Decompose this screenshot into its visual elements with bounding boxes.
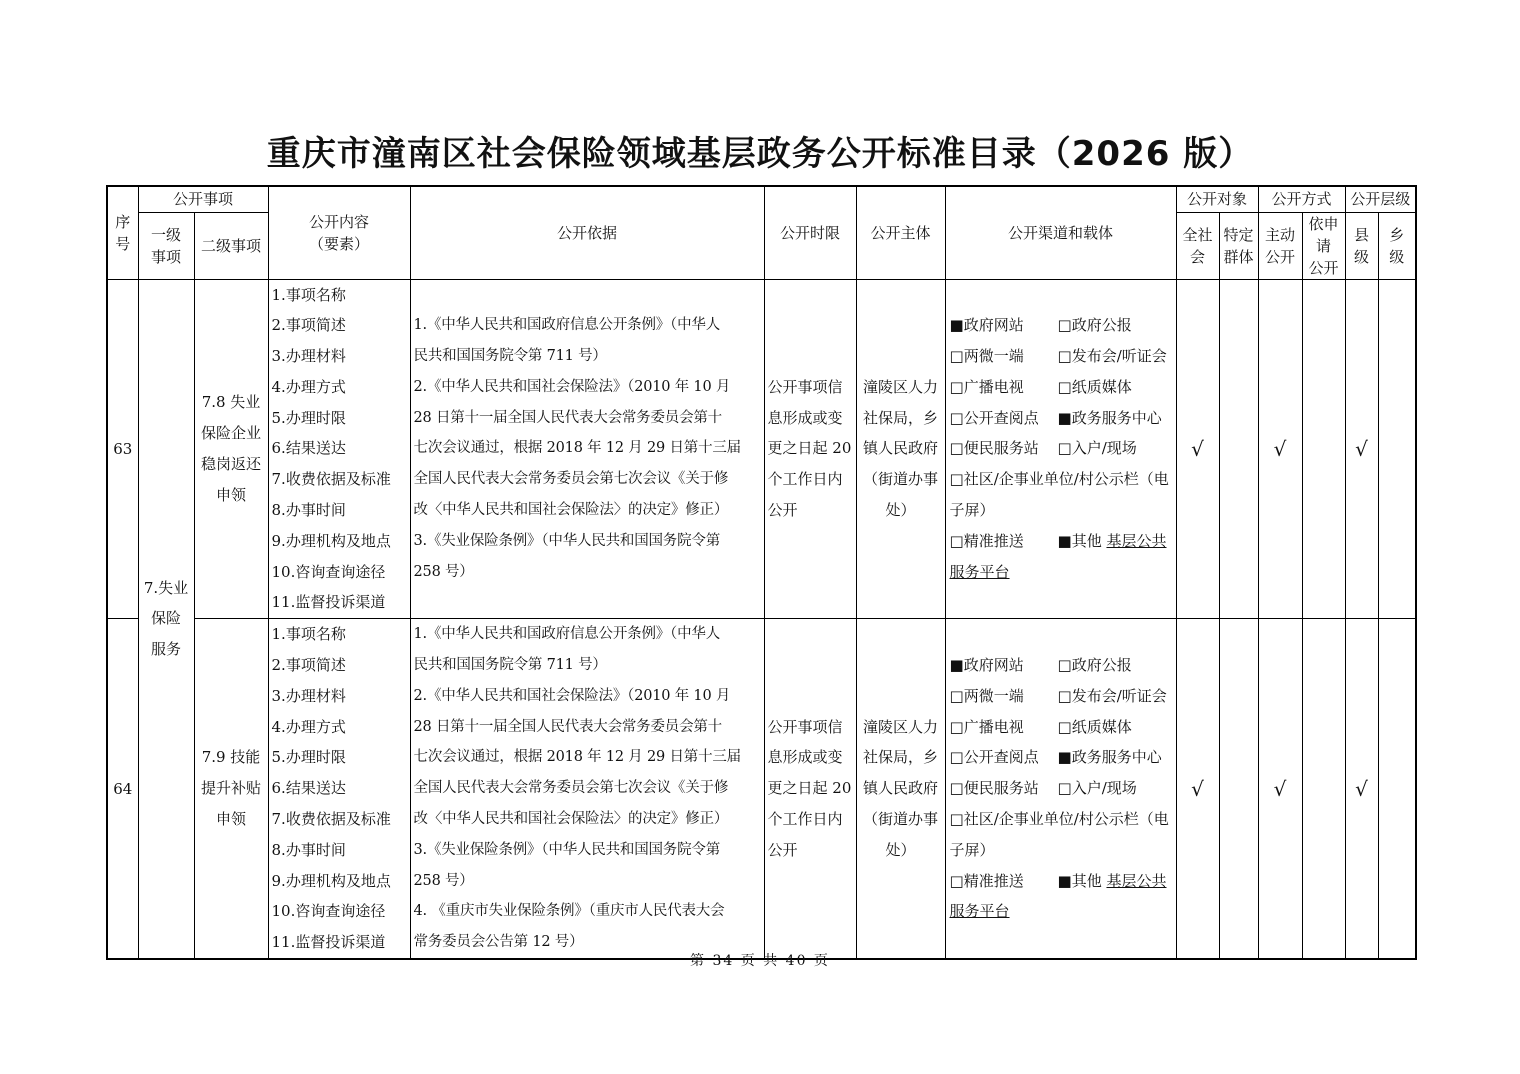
header-target-all: 全社 会 bbox=[1176, 212, 1219, 279]
page-footer: 第 34 页 共 40 页 bbox=[690, 953, 830, 969]
check-method-apply bbox=[1302, 619, 1345, 959]
channel-option: □两微一端 bbox=[949, 686, 1024, 705]
row-seq: 64 bbox=[107, 619, 138, 959]
header-basis: 公开依据 bbox=[410, 186, 764, 279]
table-row bbox=[107, 619, 1416, 959]
level1-item: 7.失业 保险 服务 bbox=[138, 279, 194, 959]
header-level-county: 县 级 bbox=[1345, 212, 1378, 279]
header-method-active: 主动 公开 bbox=[1258, 212, 1302, 279]
channel-option: ■政府网站 bbox=[949, 656, 1024, 675]
check-target-all: √ bbox=[1176, 619, 1219, 959]
header-time-limit: 公开时限 bbox=[764, 186, 856, 279]
check-method-active: √ bbox=[1258, 279, 1302, 619]
check-target-specific bbox=[1219, 279, 1258, 619]
header-target-specific: 特定 群体 bbox=[1219, 212, 1258, 279]
content-elements: 1.事项名称 2.事项简述 3.办理材料 4.办理方式 5.办理时限 6.结果送达 7.收费依据及标准 8.办事时间 9.办理机构及地点 10.咨询查询途径 11.监督投诉渠道 bbox=[268, 279, 410, 619]
time-limit-text: 公开事项信 息形成或变 更之日起 20 个工作日内 公开 bbox=[764, 619, 856, 959]
channel-option: □社区/企事业单位/村公示栏（电 bbox=[949, 810, 1169, 829]
channel-option: □公开查阅点 bbox=[949, 748, 1039, 767]
channel-option: 子屏） bbox=[949, 501, 995, 520]
header-target: 公开对象 bbox=[1176, 186, 1258, 212]
subject-text: 潼陵区人力 社保局，乡 镇人民政府 （街道办事 处） bbox=[856, 279, 945, 619]
channel-option: □两微一端 bbox=[949, 347, 1024, 366]
basis-text: 1.《中华人民共和国政府信息公开条例》（中华人 民共和国国务院令第 711 号） 2.《中华人民共和国社会保险法》（2010 年 10 月 28 日第十一届全国人民代表大会常务委员会第十 七次会议通过，根据 2018 年 12 月 29 日第十三届 全国人民代表大会常务委员会第七次会议《关于修 改〈中华人民共和国社会保险法〉的决定》修正） 3.《失业保险条例》（中华人民共和国国务院令第 258 号） 4. 《重庆市失业保险条例》（重庆市人民代表大会 常务委员会公告第 12 号） bbox=[410, 619, 764, 959]
channel-option: □入户/现场 bbox=[1057, 439, 1137, 458]
channel-list bbox=[945, 619, 1176, 959]
channel-option: □社区/企事业单位/村公示栏（电 bbox=[949, 470, 1169, 489]
channel-option: □发布会/听证会 bbox=[1057, 347, 1167, 366]
check-level-town bbox=[1378, 619, 1416, 959]
check-level-town bbox=[1378, 279, 1416, 619]
check-level-county: √ bbox=[1345, 279, 1378, 619]
header-items: 公开事项 bbox=[138, 186, 268, 212]
level2-item: 7.8 失业 保险企业 稳岗返还 申领 bbox=[194, 279, 268, 619]
channel-other-continued: 服务平台 bbox=[949, 902, 1010, 921]
channel-list bbox=[945, 279, 1176, 619]
channel-option: □政府公报 bbox=[1057, 316, 1132, 335]
channel-option: □便民服务站 bbox=[949, 439, 1039, 458]
channel-option: □纸质媒体 bbox=[1057, 377, 1132, 396]
check-method-apply bbox=[1302, 279, 1345, 619]
channel-other: ■其他 基层公共 bbox=[1057, 531, 1167, 550]
header-seq: 序 号 bbox=[107, 186, 138, 279]
row-seq: 63 bbox=[107, 279, 138, 619]
check-level-county: √ bbox=[1345, 619, 1378, 959]
header-level-town: 乡 级 bbox=[1378, 212, 1416, 279]
header-level1: 一级 事项 bbox=[138, 212, 194, 279]
channel-option: ■政府网站 bbox=[949, 316, 1024, 335]
header-method-apply: 依申请 公开 bbox=[1302, 212, 1345, 279]
channel-option: ■政务服务中心 bbox=[1057, 408, 1162, 427]
catalog-table bbox=[106, 185, 1417, 960]
page-title: 重庆市潼南区社会保险领域基层政务公开标准目录（2026 版） bbox=[266, 134, 1254, 174]
header-channel: 公开渠道和载体 bbox=[945, 186, 1176, 279]
header-level: 公开层级 bbox=[1345, 186, 1416, 212]
level2-item: 7.9 技能 提升补贴 申领 bbox=[194, 619, 268, 959]
header-method: 公开方式 bbox=[1258, 186, 1345, 212]
channel-other: ■其他 基层公共 bbox=[1057, 871, 1167, 890]
channel-option: □政府公报 bbox=[1057, 656, 1132, 675]
channel-option: □便民服务站 bbox=[949, 779, 1039, 798]
channel-option: 子屏） bbox=[949, 840, 995, 859]
channel-other-continued: 服务平台 bbox=[949, 562, 1010, 581]
channel-option: □精准推送 bbox=[949, 871, 1024, 890]
channel-option: □发布会/听证会 bbox=[1057, 686, 1167, 705]
channel-option: □纸质媒体 bbox=[1057, 717, 1132, 736]
channel-option: □广播电视 bbox=[949, 717, 1024, 736]
check-target-all: √ bbox=[1176, 279, 1219, 619]
channel-option: □精准推送 bbox=[949, 531, 1024, 550]
header-subject: 公开主体 bbox=[856, 186, 945, 279]
channel-option: □公开查阅点 bbox=[949, 408, 1039, 427]
table-row bbox=[107, 279, 1416, 619]
content-elements: 1.事项名称 2.事项简述 3.办理材料 4.办理方式 5.办理时限 6.结果送达 7.收费依据及标准 8.办事时间 9.办理机构及地点 10.咨询查询途径 11.监督投诉渠道 bbox=[268, 619, 410, 959]
check-target-specific bbox=[1219, 619, 1258, 959]
header-content: 公开内容 （要素） bbox=[268, 186, 410, 279]
subject-text: 潼陵区人力 社保局，乡 镇人民政府 （街道办事 处） bbox=[856, 619, 945, 959]
channel-option: □入户/现场 bbox=[1057, 779, 1137, 798]
basis-text: 1.《中华人民共和国政府信息公开条例》（中华人 民共和国国务院令第 711 号） 2.《中华人民共和国社会保险法》（2010 年 10 月 28 日第十一届全国人民代表大会常务委员会第十 七次会议通过，根据 2018 年 12 月 29 日第十三届 全国人民代表大会常务委员会第七次会议《关于修 改〈中华人民共和国社会保险法〉的决定》修正） 3.《失业保险条例》（中华人民共和国国务院令第 258 号） bbox=[410, 279, 764, 619]
channel-option: ■政务服务中心 bbox=[1057, 748, 1162, 767]
check-method-active: √ bbox=[1258, 619, 1302, 959]
channel-option: □广播电视 bbox=[949, 377, 1024, 396]
time-limit-text: 公开事项信 息形成或变 更之日起 20 个工作日内 公开 bbox=[764, 279, 856, 619]
header-level2: 二级事项 bbox=[194, 212, 268, 279]
